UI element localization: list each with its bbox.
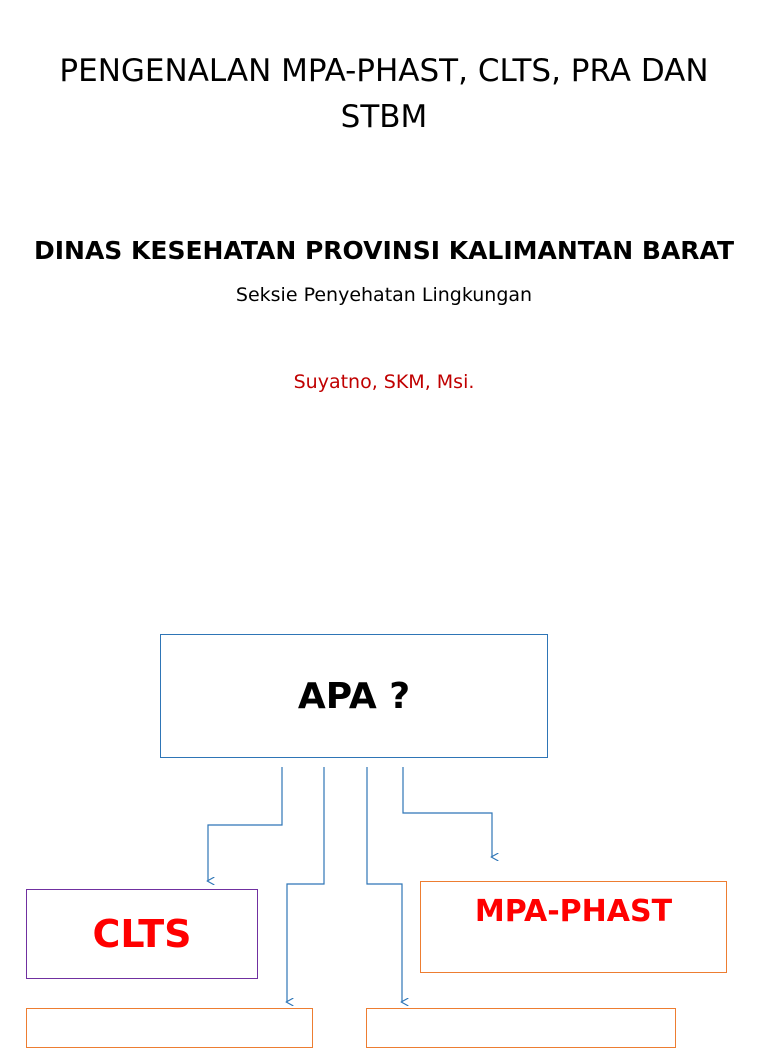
bottom-left-box (26, 1008, 313, 1048)
apa-label: APA ? (297, 675, 411, 717)
page-title: PENGENALAN MPA-PHAST, CLTS, PRA DAN STBM (59, 53, 709, 135)
diagram-slide (0, 576, 768, 1024)
connector-to-bottom-left (287, 767, 324, 1002)
mpa-phast-label: MPA-PHAST (474, 894, 673, 929)
clts-box (26, 889, 258, 979)
connector-to-bottom-right (367, 767, 402, 1002)
bottom-right-box (366, 1008, 676, 1048)
mpa-phast-box (420, 881, 727, 973)
connector-to-clts (208, 767, 282, 881)
connector-to-mpa-phast (403, 767, 492, 857)
author-name: Suyatno, SKM, Msi. (293, 371, 475, 393)
clts-label: CLTS (92, 912, 192, 956)
apa-box (160, 634, 548, 758)
section-name: Seksie Penyehatan Lingkungan (235, 284, 533, 306)
organization-name: DINAS KESEHATAN PROVINSI KALIMANTAN BARAT (33, 236, 735, 265)
